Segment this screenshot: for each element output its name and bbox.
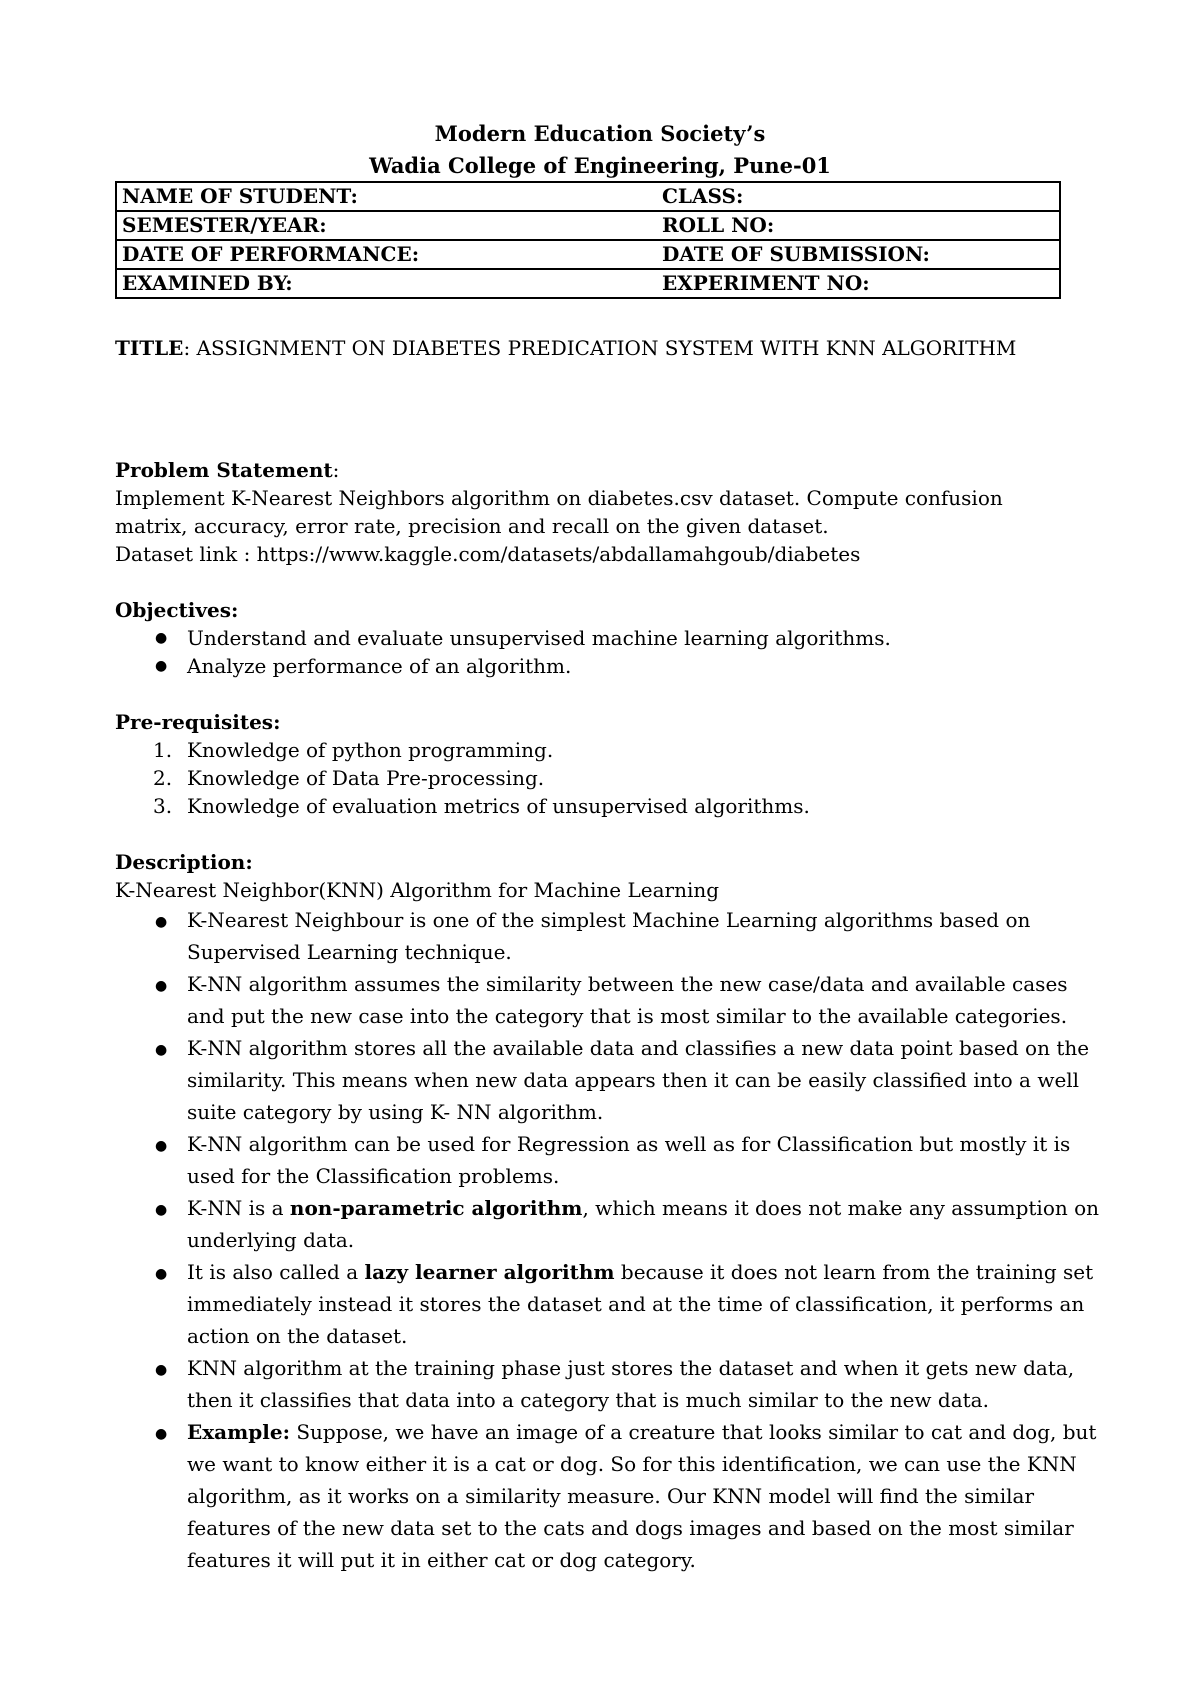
date-of-performance-cell: DATE OF PERFORMANCE: [116, 240, 657, 269]
list-item: ● KNN algorithm at the training phase just stores the dataset and when it gets new data, then it classifies that data into a category that is much similar to the new data. [115, 1352, 1105, 1416]
problem-statement-section [115, 456, 1105, 568]
list-number: 3. [153, 794, 173, 818]
problem-line: Implement K-Nearest Neighbors algorithm on diabetes.csv dataset. Compute confusion [115, 486, 1003, 510]
dataset-link-line: Dataset link : https://www.kaggle.com/datasets/abdallamahgoub/diabetes [115, 542, 861, 566]
list-item: ● Example: Suppose, we have an image of a creature that looks similar to cat and dog, but we want to know either it is a cat or dog. So for this identification, we can use the KNN algorithm, as it works on a similarity measure. Our KNN model will find the similar features of the new data set to the cats and dogs images and based on the most similar features it will put it in either cat or dog category. [115, 1416, 1105, 1576]
list-item: ● Understand and evaluate unsupervised machine learning algorithms. [115, 624, 1105, 652]
class-cell: CLASS: [657, 182, 1060, 211]
objectives-section [115, 596, 1105, 680]
table-row [116, 211, 1060, 240]
title-text: : ASSIGNMENT ON DIABETES PREDICATION SYSTEM WITH KNN ALGORITHM [183, 336, 1017, 360]
list-number: 2. [153, 766, 173, 790]
list-item: ● Analyze performance of an algorithm. [115, 652, 1105, 680]
experiment-no-cell: EXPERIMENT NO: [657, 269, 1060, 298]
list-item [115, 736, 1105, 764]
roll-no-cell: ROLL NO: [657, 211, 1060, 240]
examined-by-cell: EXAMINED BY: [116, 269, 657, 298]
objectives-heading: Objectives: [115, 598, 239, 622]
semester-year-cell: SEMESTER/YEAR: [116, 211, 657, 240]
list-item: ● K-NN is a non-parametric algorithm, which means it does not make any assumption on underlying data. [115, 1192, 1105, 1256]
problem-statement-colon: : [332, 458, 340, 482]
student-info-table [115, 181, 1061, 299]
assignment-title [115, 336, 1016, 360]
description-section [115, 848, 1105, 1576]
description-subheading: K-Nearest Neighbor(KNN) Algorithm for Machine Learning [115, 878, 720, 902]
document-body [115, 456, 1105, 1576]
list-item: ● It is also called a lazy learner algorithm because it does not learn from the training set immediately instead it stores the dataset and at the time of classification, it performs an action on the dataset. [115, 1256, 1105, 1352]
date-of-submission-cell: DATE OF SUBMISSION: [657, 240, 1060, 269]
problem-line: matrix, accuracy, error rate, precision and recall on the given dataset. [115, 514, 829, 538]
list-item: ● K-NN algorithm assumes the similarity between the new case/data and available cases and put the new case into the category that is most similar to the available categories. [115, 968, 1105, 1032]
list-item: ● K-Nearest Neighbour is one of the simplest Machine Learning algorithms based on Supervised Learning technique. [115, 904, 1105, 968]
list-item [115, 764, 1105, 792]
prerequisites-heading: Pre-requisites: [115, 710, 281, 734]
society-name: Modern Education Society’s [434, 121, 766, 146]
list-item: ● K-NN algorithm stores all the available data and classifies a new data point based on the similarity. This means when new data appears then it can be easily classified into a well suite category by using K- NN algorithm. [115, 1032, 1105, 1128]
list-text: Knowledge of evaluation metrics of unsupervised algorithms. [187, 794, 810, 818]
table-row [116, 182, 1060, 211]
list-item [115, 792, 1105, 820]
table-row [116, 269, 1060, 298]
prerequisites-section [115, 708, 1105, 820]
college-name: Wadia College of Engineering, Pune-01 [369, 153, 831, 178]
title-label: TITLE [115, 336, 184, 360]
description-heading: Description: [115, 850, 253, 874]
list-item: ● K-NN algorithm can be used for Regression as well as for Classification but mostly it is used for the Classification problems. [115, 1128, 1105, 1192]
institution-header [0, 118, 1200, 182]
list-number: 1. [153, 738, 173, 762]
list-text: Knowledge of Data Pre-processing. [187, 766, 545, 790]
problem-statement-heading: Problem Statement [115, 458, 333, 482]
name-of-student-cell: NAME OF STUDENT: [116, 182, 657, 211]
table-row [116, 240, 1060, 269]
list-text: Knowledge of python programming. [187, 738, 554, 762]
